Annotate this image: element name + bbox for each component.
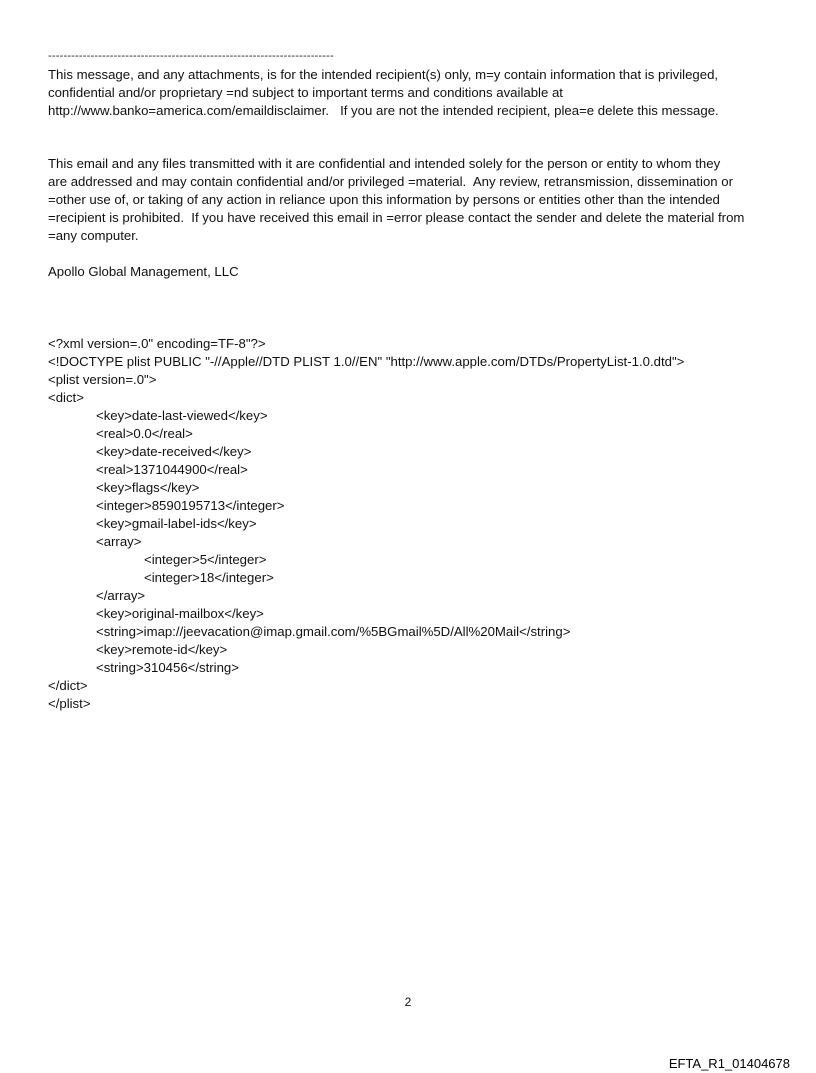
text-line: =any computer. <box>48 228 139 243</box>
page-number: 2 <box>404 995 412 1009</box>
dict-open-tag: <dict> <box>48 390 84 405</box>
plist-open-tag: <plist version=.0"> <box>48 372 157 387</box>
text-line: =recipient is prohibited. If you have received this email in =error please contact the sender and delete the material from <box>48 210 745 225</box>
disclaimer-paragraph-1 <box>48 66 788 120</box>
plist-array-item: <integer>5</integer> <box>144 552 267 567</box>
plist-entry: <key>remote-id</key> <box>96 642 228 657</box>
signature-line: Apollo Global Management, LLC <box>48 264 239 279</box>
plist-entry: <integer>8590195713</integer> <box>96 498 285 513</box>
dict-close-tag: </dict> <box>48 678 88 693</box>
text-line: confidential and/or proprietary =nd subject to important terms and conditions available at <box>48 85 563 100</box>
plist-close-tag: </plist> <box>48 696 91 711</box>
plist-entry: <key>flags</key> <box>96 480 200 495</box>
xml-declaration: <?xml version=.0" encoding=TF-8"?> <box>48 336 266 351</box>
text-line: This message, and any attachments, is for the intended recipient(s) only, m=y contain information that is privileged, <box>48 67 719 82</box>
plist-entry: <string>310456</string> <box>96 660 239 675</box>
signature <box>48 263 788 281</box>
text-line: =other use of, or taking of any action in reliance upon this information by persons or entities other than the intended <box>48 192 720 207</box>
plist-entry: <key>original-mailbox</key> <box>96 606 264 621</box>
plist-entry: <string>imap://jeevacation@imap.gmail.com/%5BGmail%5D/All%20Mail</string> <box>96 624 571 639</box>
plist-xml-block <box>48 335 788 713</box>
text-line: are addressed and may contain confidential and/or privileged =material. Any review, retransmission, dissemination or <box>48 174 734 189</box>
plist-array-item: <integer>18</integer> <box>144 570 274 585</box>
plist-entry: <array> <box>96 534 142 549</box>
plist-entry: <key>date-received</key> <box>96 444 252 459</box>
doctype-line: <!DOCTYPE plist PUBLIC "-//Apple//DTD PLIST 1.0//EN" "http://www.apple.com/DTDs/PropertyList-1.0.dtd"> <box>48 354 685 369</box>
plist-entry: <real>0.0</real> <box>96 426 193 441</box>
plist-entry: </array> <box>96 588 146 603</box>
disclaimer-paragraph-2 <box>48 155 788 245</box>
separator-line: -------------------------------------------------------------------------- <box>48 50 334 62</box>
plist-entry: <key>gmail-label-ids</key> <box>96 516 257 531</box>
plist-entry: <key>date-last-viewed</key> <box>96 408 268 423</box>
plist-entry: <real>1371044900</real> <box>96 462 248 477</box>
text-line: This email and any files transmitted with it are confidential and intended solely for the person or entity to whom they <box>48 156 721 171</box>
document-id: EFTA_R1_01404678 <box>668 1056 790 1071</box>
text-line: http://www.banko=america.com/emaildisclaimer. If you are not the intended recipient, plea=e delete this message. <box>48 103 719 118</box>
